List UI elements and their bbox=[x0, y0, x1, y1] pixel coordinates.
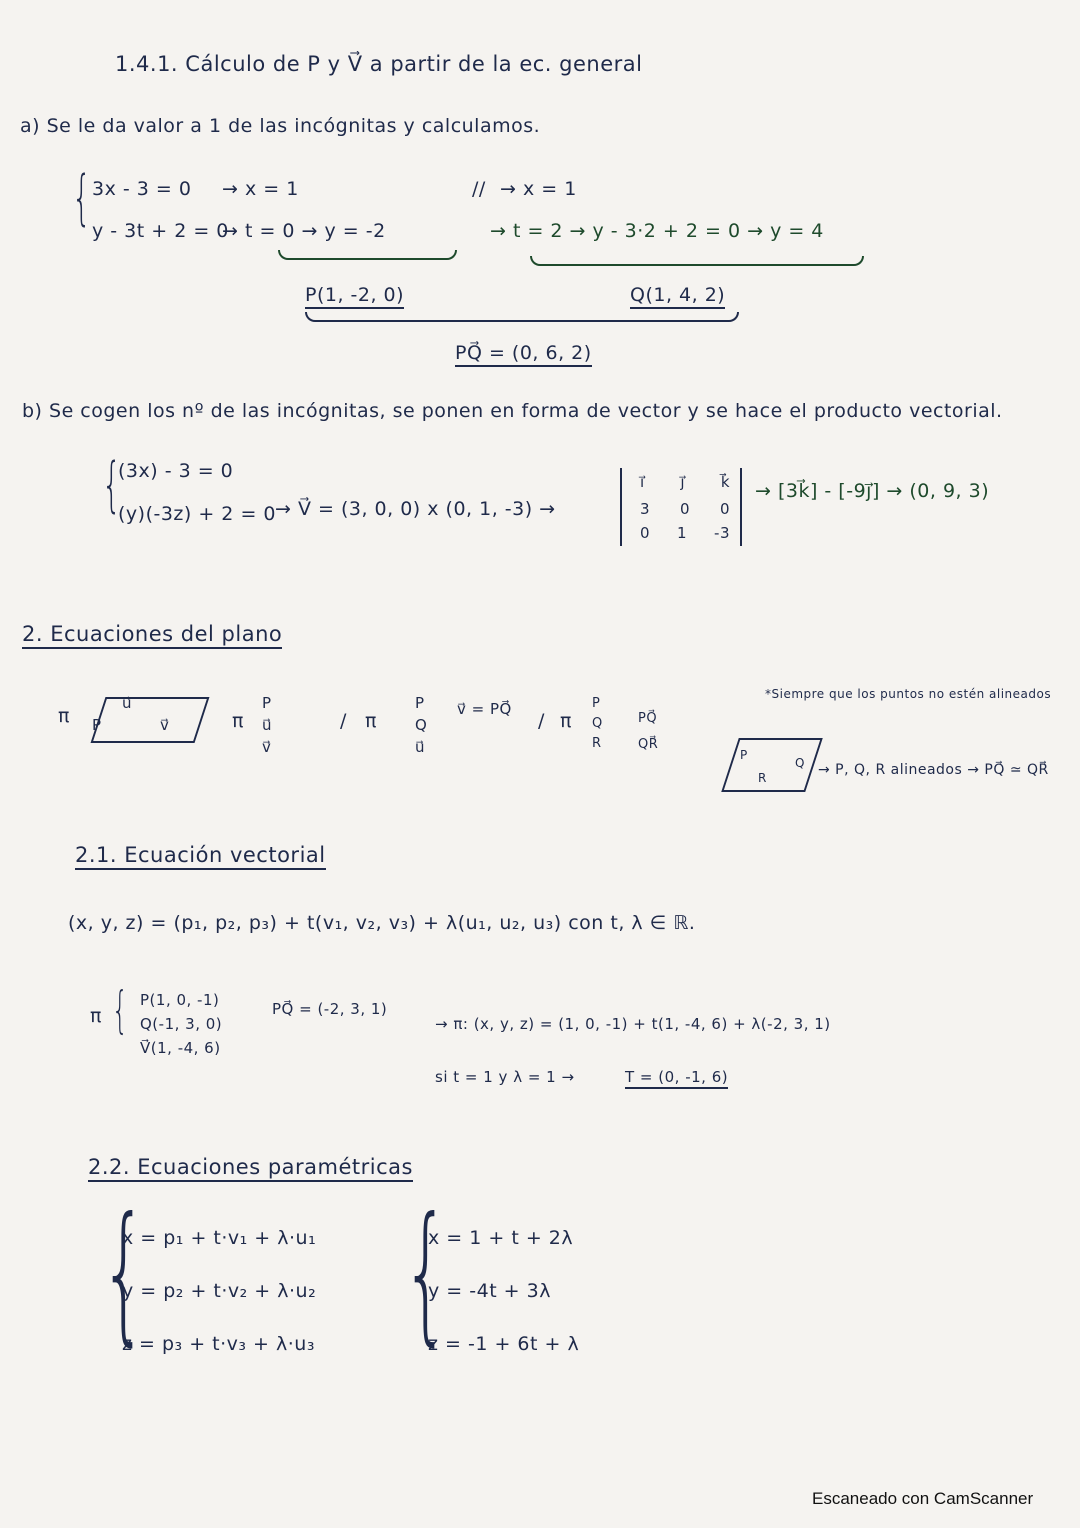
b-eq2: (y)(-3z) + 2 = 0 bbox=[118, 503, 276, 525]
vector-pq: PQ⃗ = (0, 6, 2) bbox=[455, 342, 592, 367]
def2 bbox=[415, 692, 435, 758]
pi-symbol: π bbox=[560, 710, 572, 732]
def-item: R bbox=[592, 736, 602, 751]
def-item: Q bbox=[592, 716, 603, 731]
section2-title: 2. Ecuaciones del plano bbox=[22, 622, 282, 649]
det-row bbox=[640, 524, 730, 542]
b-eq1: (3x) - 3 = 0 bbox=[118, 460, 234, 482]
given-item: V⃗(1, -4, 6) bbox=[140, 1039, 221, 1057]
vector-formula: (x, y, z) = (p₁, p₂, p₃) + t(v₁, v₂, v₃) + λ(u₁, u₂, u₃) con t, λ ∈ ℝ. bbox=[68, 912, 696, 934]
b-result: → [3k⃗] - [-9j⃗] → (0, 9, 3) bbox=[755, 480, 990, 502]
brace bbox=[530, 256, 864, 266]
b-cross: → V⃗ = (3, 0, 0) x (0, 1, -3) → bbox=[275, 498, 556, 520]
det-cell: 0 bbox=[719, 500, 730, 518]
def-item: P bbox=[262, 694, 272, 712]
part-b-intro: b) Se cogen los nº de las incógnitas, se ponen en forma de vector y se hace el producto vectorial. bbox=[22, 400, 1003, 422]
system-brace: { bbox=[102, 450, 122, 520]
example-result: T = (0, -1, 6) bbox=[625, 1068, 728, 1089]
det-row bbox=[640, 500, 730, 518]
param-eq: y = p₂ + t·v₂ + λ·u₂ bbox=[122, 1280, 317, 1302]
a-alt-eq1: → x = 1 bbox=[500, 178, 577, 200]
a-eq1: 3x - 3 = 0 bbox=[92, 178, 192, 200]
det-cell: i⃗ bbox=[640, 473, 645, 491]
brace bbox=[278, 250, 457, 260]
system-brace: { bbox=[112, 981, 128, 1039]
given-item: Q(-1, 3, 0) bbox=[140, 1015, 223, 1033]
note: *Siempre que los puntos no estén alineados bbox=[765, 687, 1052, 701]
section21-title: 2.1. Ecuación vectorial bbox=[75, 843, 326, 870]
plane-diagram bbox=[91, 697, 210, 743]
determinant-bar bbox=[620, 468, 622, 546]
a-separator: // bbox=[472, 178, 486, 200]
parametric-example bbox=[428, 1212, 579, 1371]
determinant-bar bbox=[740, 468, 742, 546]
def-item: v⃗ bbox=[262, 738, 272, 756]
def-item: P bbox=[592, 696, 601, 711]
param-eq: y = -4t + 3λ bbox=[428, 1280, 551, 1302]
point-label: P bbox=[740, 748, 748, 762]
diagram-label: P bbox=[92, 716, 102, 734]
def1 bbox=[262, 692, 282, 758]
point-label: Q bbox=[795, 756, 805, 770]
def-item: u⃗ bbox=[415, 738, 426, 756]
a-eq1-result: → x = 1 bbox=[222, 178, 299, 200]
point-p: P(1, -2, 0) bbox=[305, 284, 404, 309]
det-cell: 0 bbox=[679, 500, 691, 518]
def-item: PQ⃗ bbox=[638, 711, 658, 726]
det-cell: j⃗ bbox=[680, 473, 686, 491]
a-alt-eq2: → t = 2 → y - 3·2 + 2 = 0 → y = 4 bbox=[490, 220, 824, 242]
det-cell: -3 bbox=[714, 524, 730, 542]
det-row bbox=[640, 473, 730, 491]
def-item: QR⃗ bbox=[638, 737, 659, 752]
pi-symbol: π bbox=[58, 705, 70, 727]
param-eq: x = p₁ + t·v₁ + λ·u₁ bbox=[122, 1227, 317, 1249]
section22-title: 2.2. Ecuaciones paramétricas bbox=[88, 1155, 413, 1182]
system-brace: { bbox=[100, 1186, 148, 1360]
param-eq: z = p₃ + t·v₃ + λ·u₃ bbox=[122, 1333, 315, 1355]
brace bbox=[305, 312, 739, 322]
det-cell: 3 bbox=[640, 500, 651, 518]
pq-vector: PQ⃗ = (-2, 3, 1) bbox=[272, 1000, 388, 1018]
separator: / bbox=[538, 710, 545, 732]
given-item: P(1, 0, -1) bbox=[140, 991, 220, 1009]
param-eq: z = -1 + 6t + λ bbox=[428, 1333, 580, 1355]
parametric-general bbox=[122, 1212, 316, 1371]
a-eq2-result: → t = 0 → y = -2 bbox=[222, 220, 386, 242]
pi-symbol: π bbox=[232, 710, 244, 732]
separator: / bbox=[340, 710, 347, 732]
scanner-watermark: Escaneado con CamScanner bbox=[812, 1489, 1034, 1508]
example-text: si t = 1 y λ = 1 → bbox=[435, 1068, 575, 1086]
system-brace: { bbox=[402, 1186, 450, 1360]
def-item: u⃗ bbox=[262, 716, 273, 734]
system-brace: { bbox=[72, 163, 92, 233]
part-a-intro: a) Se le da valor a 1 de las incógnitas y calculamos. bbox=[20, 115, 541, 137]
aligned-diagram bbox=[721, 738, 823, 792]
param-eq: x = 1 + t + 2λ bbox=[428, 1227, 574, 1249]
point-label: R bbox=[758, 771, 767, 785]
def3 bbox=[592, 694, 603, 754]
given-points bbox=[140, 988, 222, 1060]
det-cell: 1 bbox=[677, 524, 688, 542]
aligned-text: → P, Q, R alineados → PQ⃗ ≃ QR⃗ bbox=[818, 762, 1049, 778]
def-item: Q bbox=[415, 716, 428, 734]
diagram-label: v⃗ bbox=[160, 716, 170, 734]
diagram-label: u⃗ bbox=[122, 694, 133, 712]
heading: 1.4.1. Cálculo de P y V⃗ a partir de la ec. general bbox=[115, 52, 643, 76]
plane-equation: → π: (x, y, z) = (1, 0, -1) + t(1, -4, 6) + λ(-2, 3, 1) bbox=[435, 1015, 831, 1033]
pi-symbol: π bbox=[90, 1005, 102, 1027]
pi-symbol: π bbox=[365, 710, 377, 732]
det-cell: k⃗ bbox=[720, 473, 730, 491]
point-q: Q(1, 4, 2) bbox=[630, 284, 725, 309]
def3-note bbox=[638, 706, 658, 758]
det-cell: 0 bbox=[640, 524, 651, 542]
a-eq2: y - 3t + 2 = 0 bbox=[92, 220, 229, 242]
def-item: P bbox=[415, 694, 425, 712]
def2-note: v⃗ = PQ⃗ bbox=[457, 700, 512, 718]
